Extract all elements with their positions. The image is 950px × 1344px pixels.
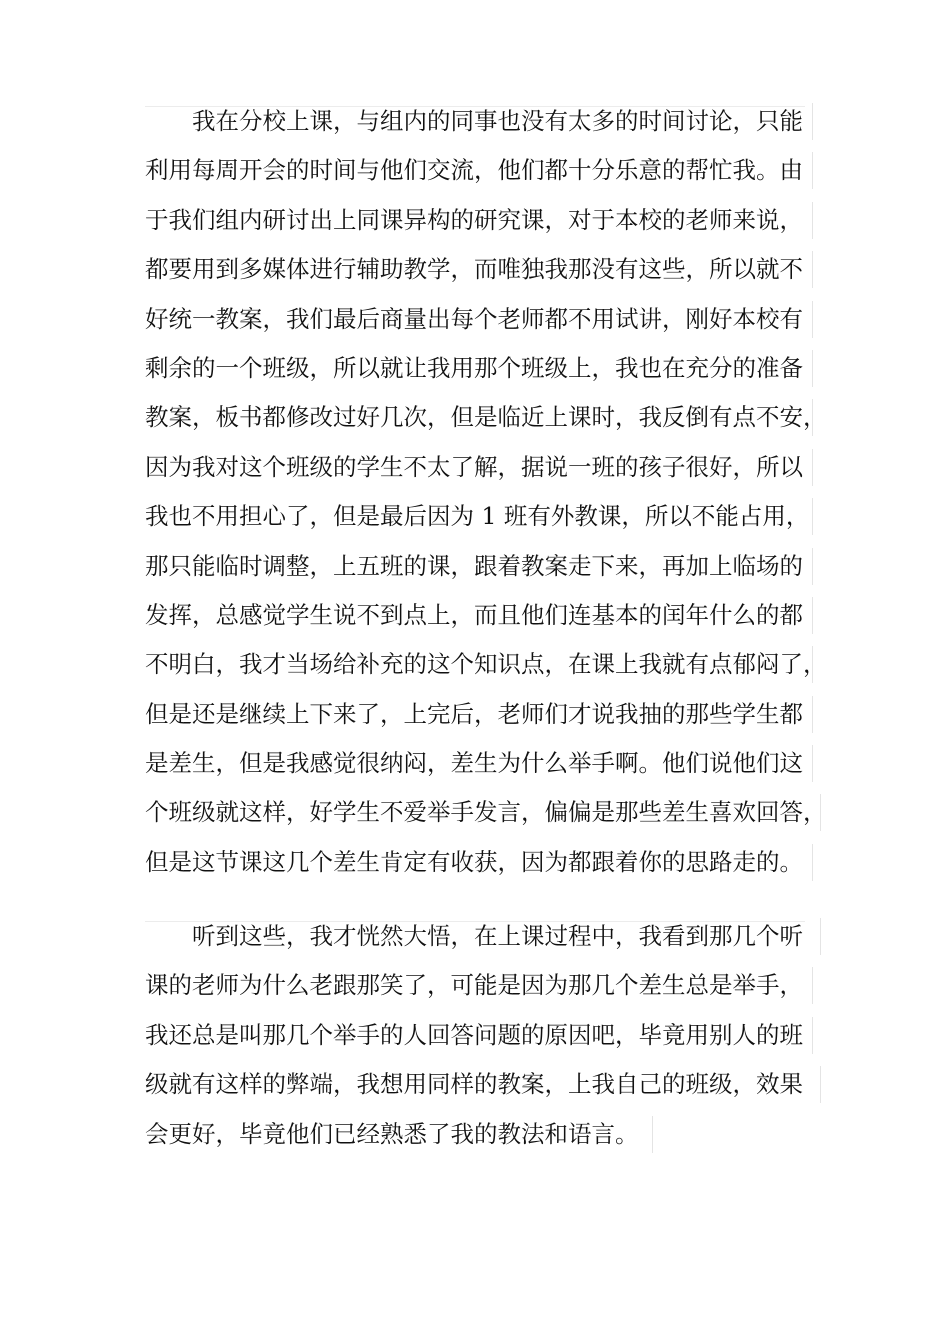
- text-line: 听到这些，我才恍然大悟，在上课过程中，我看到那几个听: [145, 912, 813, 961]
- text-line: 我也不用担心了，但是最后因为 1 班有外教课，所以不能占用，: [145, 492, 805, 541]
- text-line: 那只能临时调整，上五班的课，跟着教案走下来，再加上临场的: [145, 542, 805, 591]
- text-line: 个班级就这样，好学生不爱举手发言，偏偏是那些差生喜欢回答，: [145, 788, 813, 837]
- text-line: 利用每周开会的时间与他们交流，他们都十分乐意的帮忙我。由: [145, 146, 805, 195]
- text-line: 发挥，总感觉学生说不到点上，而且他们连基本的闰年什么的都: [145, 591, 805, 640]
- text-line: 好统一教案，我们最后商量出每个老师都不用试讲，刚好本校有: [145, 295, 805, 344]
- text-line: 我在分校上课，与组内的同事也没有太多的时间讨论，只能: [145, 97, 805, 146]
- text-line: 课的老师为什么老跟那笑了，可能是因为那几个差生总是举手，: [145, 961, 805, 1010]
- text-line: 教案，板书都修改过好几次，但是临近上课时，我反倒有点不安，: [145, 393, 805, 442]
- text-line: 都要用到多媒体进行辅助教学，而唯独我那没有这些，所以就不: [145, 245, 805, 294]
- paragraph-2: [145, 912, 813, 1159]
- text-line: 因为我对这个班级的学生不太了解，据说一班的孩子很好，所以: [145, 443, 805, 492]
- text-line: 是差生，但是我感觉很纳闷，差生为什么举手啊。他们说他们这: [145, 739, 805, 788]
- paragraph-1: [145, 97, 827, 887]
- text-line: 剩余的一个班级，所以就让我用那个班级上，我也在充分的准备: [145, 344, 805, 393]
- text-line: 我还总是叫那几个举手的人回答问题的原因吧，毕竟用别人的班: [145, 1011, 805, 1060]
- text-line: 但是这节课这几个差生肯定有收获，因为都跟着你的思路走的。: [145, 838, 805, 887]
- text-line: 级就有这样的弊端，我想用同样的教案，上我自己的班级，效果: [145, 1060, 813, 1109]
- text-line: 但是还是继续上下来了，上完后，老师们才说我抽的那些学生都: [145, 690, 805, 739]
- text-line: 不明白，我才当场给补充的这个知识点，在课上我就有点郁闷了，: [145, 640, 805, 689]
- text-line: 会更好，毕竟他们已经熟悉了我的教法和语言。: [145, 1110, 645, 1159]
- text-line: 于我们组内研讨出上同课异构的研究课，对于本校的老师来说，: [145, 196, 805, 245]
